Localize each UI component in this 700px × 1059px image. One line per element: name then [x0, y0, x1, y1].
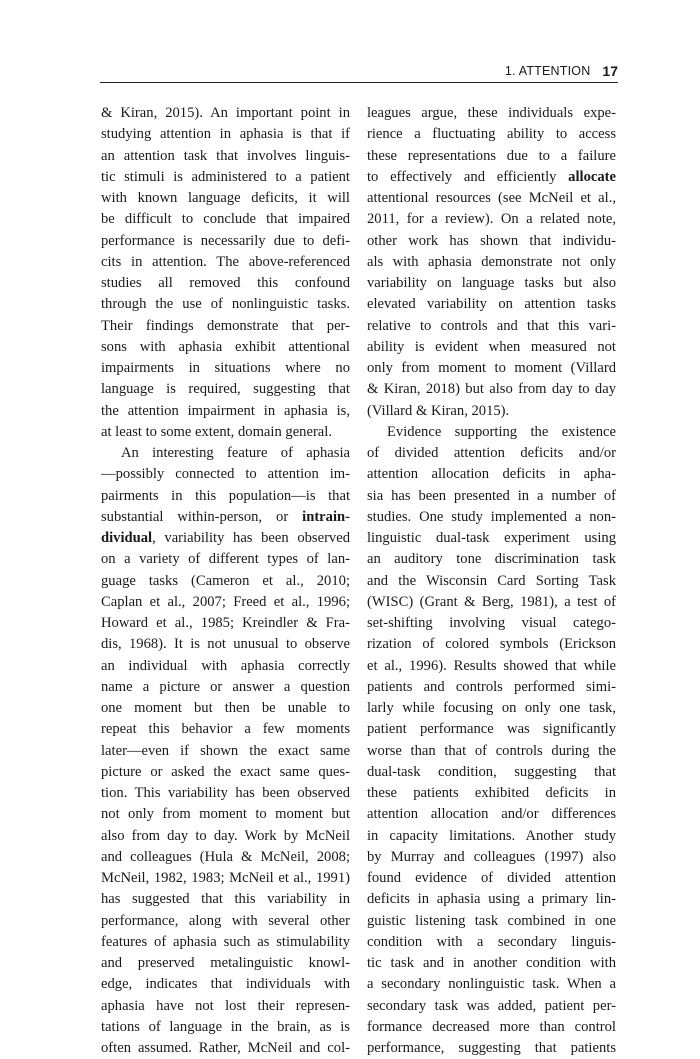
text-run: to effectively and efficiently: [367, 168, 569, 185]
text-run: performance is necessarily due to defi-: [101, 232, 350, 249]
text-line: [101, 783, 350, 804]
text-line: [367, 741, 616, 762]
text-run: later—even if shown the exact same: [101, 742, 350, 759]
text-line: [101, 422, 350, 443]
text-line: [101, 507, 350, 528]
text-line: [101, 1038, 350, 1059]
left-text-column: [101, 103, 350, 1059]
text-line: [101, 358, 350, 379]
text-line: [367, 337, 616, 358]
text-run: not only from moment to moment but: [101, 806, 350, 823]
text-run: performance, along with several other: [101, 912, 350, 929]
text-run: aphasia have not lost their represen-: [101, 997, 350, 1014]
text-line: [101, 974, 350, 995]
text-line: [101, 762, 350, 783]
text-run: dis, 1968). It is not unusual to observe: [101, 636, 350, 653]
text-line: [101, 1017, 350, 1038]
text-line: [101, 486, 350, 507]
right-text-column: [367, 103, 616, 1059]
text-run: by Murray and colleagues (1997) also: [367, 848, 616, 865]
text-line: [367, 252, 616, 273]
text-line: [367, 826, 616, 847]
text-line: [101, 741, 350, 762]
text-line: [367, 549, 616, 570]
text-line: [101, 401, 350, 422]
text-run: pairments in this population—is that: [101, 487, 350, 504]
text-line: [367, 464, 616, 485]
text-run: formance decreased more than control: [367, 1018, 616, 1035]
text-run: and preserved metalinguistic knowl-: [101, 955, 350, 971]
text-run: picture or asked the exact same ques-: [101, 763, 350, 780]
text-line: [367, 783, 616, 804]
text-run: name a picture or answer a question: [101, 678, 350, 695]
text-line: [367, 486, 616, 507]
text-line: [367, 422, 616, 443]
text-line: [367, 103, 616, 124]
text-line: [101, 549, 350, 570]
text-run: with known language deficits, it will: [101, 190, 350, 206]
text-run: als with aphasia demonstrate not only: [367, 253, 616, 270]
text-line: [101, 889, 350, 910]
text-run: Howard et al., 1985; Kreindler & Fra-: [101, 615, 350, 631]
text-run: and colleagues (Hula & McNeil, 2008;: [101, 848, 350, 865]
text-line: [367, 996, 616, 1017]
text-line: [101, 124, 350, 145]
text-run: patients and controls performed simi-: [367, 678, 616, 695]
text-line: [101, 146, 350, 167]
text-run: sons with aphasia exhibit attentional: [101, 338, 350, 355]
text-run: impairments in situations where no: [101, 360, 350, 376]
text-line: [101, 932, 350, 953]
text-line: [367, 1038, 616, 1059]
text-line: [101, 103, 350, 124]
text-line: [367, 358, 616, 379]
text-line: [367, 932, 616, 953]
text-line: [101, 634, 350, 655]
text-line: [367, 316, 616, 337]
text-run: studies. One study implemented a non-: [367, 508, 616, 525]
running-title: 1. ATTENTION: [504, 64, 591, 78]
text-line: [101, 231, 350, 252]
text-run: Their findings demonstrate that per-: [101, 317, 350, 334]
text-run: worse than that of controls during the: [367, 742, 616, 759]
text-run: studying attention in aphasia is that if: [101, 126, 350, 143]
page-number: 17: [602, 63, 618, 79]
text-line: [367, 507, 616, 528]
text-run: rience a fluctuating ability to access: [367, 126, 616, 143]
bold-term: allocate: [568, 168, 616, 185]
text-run: (Villard & Kiran, 2015).: [367, 402, 510, 419]
text-run: of divided attention deficits and/or: [367, 445, 616, 461]
text-line: [367, 528, 616, 549]
text-run: sia has been presented in a number of: [367, 487, 616, 504]
text-run: attention allocation and/or differences: [367, 806, 616, 823]
text-run: performance, suggesting that patients: [367, 1040, 616, 1056]
text-line: [101, 847, 350, 868]
text-run: also from day to day. Work by McNeil: [101, 827, 350, 844]
text-run: these patients exhibited deficits in: [367, 785, 616, 801]
text-line: [367, 868, 616, 889]
text-line: [101, 209, 350, 230]
text-line: [367, 677, 616, 698]
text-run: an auditory tone discrimination task: [367, 551, 616, 568]
text-line: [101, 868, 350, 889]
text-line: [101, 698, 350, 719]
text-run: these representations due to a failure: [367, 147, 616, 164]
text-line: [367, 294, 616, 315]
text-line: [367, 804, 616, 825]
text-run: et al., 1996). Results showed that while: [367, 657, 616, 674]
text-line: [367, 974, 616, 995]
text-run: an individual with aphasia correctly: [101, 657, 350, 674]
text-run: tic stimuli is administered to a patient: [101, 168, 350, 185]
text-line: [101, 316, 350, 337]
text-run: one moment but then be unable to: [101, 700, 350, 716]
text-line: [101, 443, 350, 464]
text-run: guistic listening task combined in one: [367, 912, 616, 929]
text-run: attentional resources (see McNeil et al.,: [367, 190, 616, 206]
text-line: [101, 656, 350, 677]
text-run: features of aphasia such as stimulability: [101, 933, 350, 950]
text-line: [367, 953, 616, 974]
bold-term: intrain-: [302, 508, 350, 525]
text-run: larly while focusing on only one task,: [367, 700, 616, 716]
text-run: variability on language tasks but also: [367, 275, 616, 291]
text-run: often assumed. Rather, McNeil and col-: [101, 1040, 350, 1056]
text-line: [101, 167, 350, 188]
text-line: [367, 592, 616, 613]
text-line: [101, 571, 350, 592]
text-run: the attention impairment in aphasia is,: [101, 402, 350, 419]
text-line: [367, 719, 616, 740]
text-run: language is required, suggesting that: [101, 381, 350, 398]
text-run: patient performance was significantly: [367, 721, 616, 738]
text-line: [101, 911, 350, 932]
text-run: deficits in aphasia using a primary lin-: [367, 891, 616, 908]
text-line: [101, 996, 350, 1017]
text-run: leagues argue, these individuals expe-: [367, 105, 616, 121]
text-run: 2011, for a review). On a related note,: [367, 211, 616, 228]
text-run: a secondary nonlinguistic task. When a: [367, 976, 616, 993]
text-run: (WISC) (Grant & Berg, 1981), a test of: [367, 593, 616, 610]
text-run: tion. This variability has been observed: [101, 785, 350, 801]
text-line: [367, 146, 616, 167]
text-run: secondary task was added, patient per-: [367, 997, 616, 1014]
text-run: cits in attention. The above-referenced: [101, 253, 350, 270]
bold-term: dividual: [101, 530, 153, 546]
text-run: edge, indicates that individuals with: [101, 976, 350, 993]
text-run: McNeil, 1982, 1983; McNeil et al., 1991): [101, 870, 350, 886]
text-line: [367, 656, 616, 677]
text-line: [101, 188, 350, 209]
text-run: dual-task condition, suggesting that: [367, 763, 616, 780]
text-line: [367, 209, 616, 230]
text-line: [367, 762, 616, 783]
text-run: guage tasks (Cameron et al., 2010;: [101, 572, 350, 589]
text-line: [367, 889, 616, 910]
text-run: in capacity limitations. Another study: [367, 827, 616, 844]
text-run: rization of colored symbols (Erickson: [367, 636, 616, 653]
text-run: & Kiran, 2015). An important point in: [101, 105, 350, 121]
text-run: an attention task that involves linguis-: [101, 147, 350, 164]
text-line: [367, 443, 616, 464]
text-run: substantial within-person, or: [101, 508, 303, 525]
text-run: , variability has been observed: [152, 530, 350, 546]
text-line: [101, 953, 350, 974]
text-line: [101, 719, 350, 740]
text-run: —possibly connected to attention im-: [101, 466, 350, 483]
text-line: [367, 231, 616, 252]
text-line: [101, 464, 350, 485]
text-line: [367, 571, 616, 592]
text-line: [101, 379, 350, 400]
text-line: [367, 634, 616, 655]
text-line: [367, 911, 616, 932]
text-run: tations of language in the brain, as is: [101, 1018, 350, 1035]
text-line: [367, 847, 616, 868]
text-run: has suggested that this variability in: [101, 891, 350, 908]
text-run: Caplan et al., 2007; Freed et al., 1996;: [101, 593, 350, 610]
text-line: [101, 273, 350, 294]
text-line: [101, 294, 350, 315]
text-line: [367, 273, 616, 294]
text-run: on a variety of different types of lan-: [101, 551, 350, 568]
text-run: found evidence of divided attention: [367, 870, 616, 886]
text-run: at least to some extent, domain general.: [101, 423, 332, 440]
text-line: [101, 528, 350, 549]
text-line: [367, 124, 616, 145]
text-run: repeat this behavior a few moments: [101, 721, 350, 738]
text-line: [101, 613, 350, 634]
text-run: tic task and in another condition with: [367, 955, 616, 971]
text-line: [101, 677, 350, 698]
text-line: [367, 698, 616, 719]
text-line: [367, 379, 616, 400]
text-line: [367, 613, 616, 634]
text-run: attention allocation deficits in apha-: [367, 466, 616, 483]
text-run: condition with a secondary linguis-: [367, 933, 616, 950]
text-line: [367, 188, 616, 209]
text-line: [101, 592, 350, 613]
text-run: set-shifting involving visual catego-: [367, 615, 616, 631]
text-line: [367, 1017, 616, 1038]
text-run: be difficult to conclude that impaired: [101, 211, 350, 228]
text-run: linguistic dual-task experiment using: [367, 530, 616, 546]
text-run: elevated variability on attention tasks: [367, 296, 616, 313]
running-header: [100, 60, 618, 83]
text-run: through the use of nonlinguistic tasks.: [101, 296, 350, 313]
text-line: [101, 804, 350, 825]
text-line: [367, 167, 616, 188]
text-run: ability is evident when measured not: [367, 338, 616, 355]
text-run: An interesting feature of aphasia: [121, 445, 350, 461]
text-line: [101, 337, 350, 358]
text-line: [367, 401, 616, 422]
text-run: relative to controls and that this vari-: [367, 317, 616, 334]
text-run: other work has shown that individu-: [367, 232, 616, 249]
text-line: [101, 252, 350, 273]
text-run: only from moment to moment (Villard: [367, 360, 616, 376]
text-line: [101, 826, 350, 847]
text-run: & Kiran, 2018) but also from day to day: [367, 381, 616, 398]
text-run: and the Wisconsin Card Sorting Task: [367, 572, 616, 589]
text-run: studies all removed this confound: [101, 275, 350, 291]
text-run: Evidence supporting the existence: [387, 423, 616, 440]
